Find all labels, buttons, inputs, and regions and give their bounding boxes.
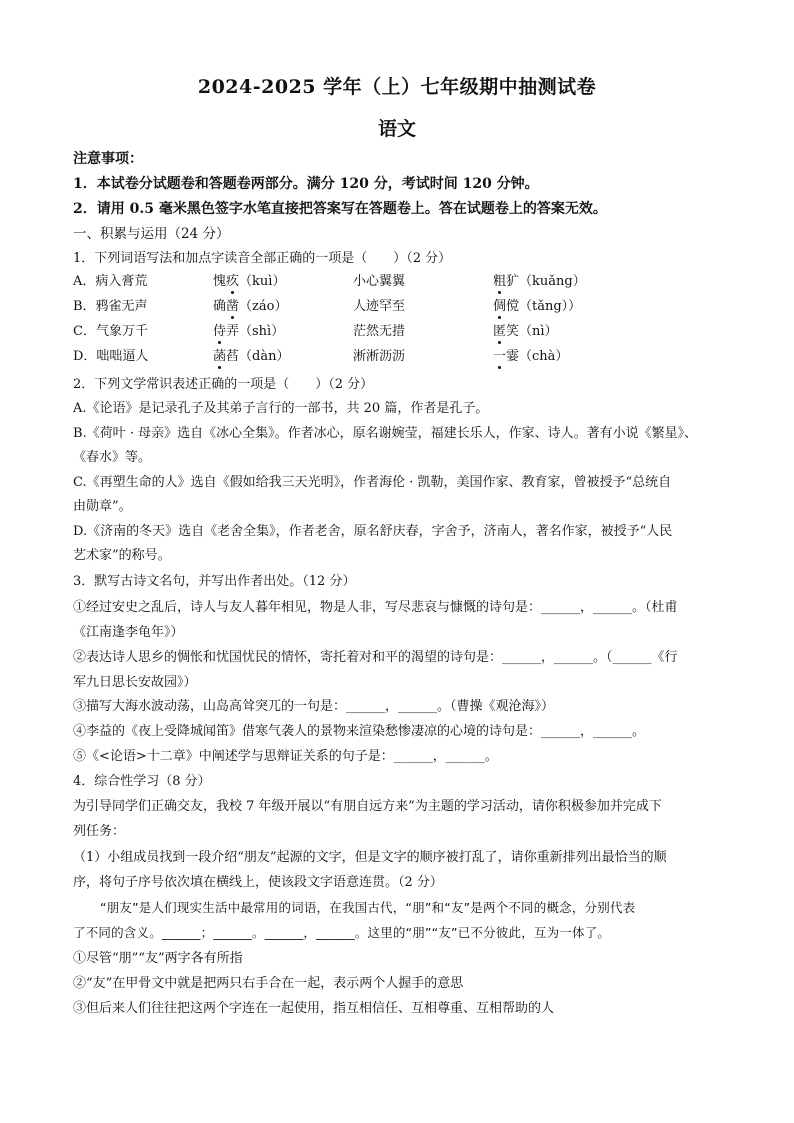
q2-option: 《春水》等。: [73, 450, 152, 465]
q1-word: 侍弄（shì）: [213, 324, 285, 339]
q1-word: 一霎（chà）: [493, 349, 569, 364]
q2-option: 艺术家”的称号。: [73, 548, 171, 563]
q3-item: ②表达诗人思乡的惆怅和忧国忧民的情怀，寄托着对和平的渴望的诗句是：______，______。（______《行: [73, 650, 678, 665]
exam-title: 2024-2025 学年（上）七年级期中抽测试卷: [197, 76, 597, 98]
q1-option-label: C．气象万千: [73, 324, 148, 339]
q4-sentence-item: ②“友”在甲骨文中就是把两只右手合在一起，表示两个人握手的意思: [73, 976, 464, 991]
q4-text: 为引导同学们正确交友，我校 7 年级开展以“有朋自远方来”为主题的学习活动，请你积极参加并完成下: [73, 799, 662, 814]
q1-word: 淅淅沥沥: [353, 349, 406, 364]
notice-item: 2．请用 0.5 毫米黑色签字水笔直接把答案写在答题卷上。答在试题卷上的答案无效。: [73, 201, 607, 217]
q4-text: （1）小组成员找到一段介绍“朋友”起源的文字，但是文字的顺序被打乱了，请你重新排列出最恰当的顺: [73, 850, 667, 865]
q2-option: C.《再塑生命的人》选自《假如给我三天光明》，作者海伦 · 凯勒，美国作家、教育家，曾被授予“总统自: [73, 475, 672, 490]
q2-option: 由勋章”。: [73, 499, 132, 514]
q3-item: ①经过安史之乱后，诗人与友人暮年相见，物是人非，写尽悲哀与慷慨的诗句是：______，______。（杜甫: [73, 600, 678, 615]
q3-item: 军九日思长安故园》）: [73, 675, 197, 690]
q1-word: 人迹罕至: [353, 299, 406, 314]
q1-word: 茫然无措: [353, 324, 406, 339]
q3-item: ③描写大海水波动荡，山岛高耸突兀的一句是：______，______。（曹操《观沧海》）: [73, 699, 555, 714]
q4-stem: 4．综合性学习（8 分）: [73, 774, 211, 789]
q2-option: B.《荷叶 · 母亲》选自《冰心全集》。作者冰心，原名谢婉莹，福建长乐人，作家、诗人。著有小说《繁星》、: [73, 426, 698, 441]
q1-word: 倜傥（tǎng））: [493, 299, 582, 314]
q1-word: 匿笑（nì）: [493, 324, 558, 339]
notice-item: 1．本试卷分试题卷和答题卷两部分。满分 120 分，考试时间 120 分钟。: [73, 176, 539, 192]
q2-option: A.《论语》是记录孔子及其弟子言行的一部书，共 20 篇，作者是孔子。: [73, 401, 489, 416]
section-heading: 一、积累与运用（24 分）: [73, 226, 230, 242]
q3-item: ④李益的《夜上受降城闻笛》借寒气袭人的景物来渲染愁惨凄凉的心境的诗句是：______，______。: [73, 724, 646, 739]
q1-stem: 1．下列词语写法和加点字读音全部正确的一项是（ ）（2 分）: [73, 251, 452, 266]
q2-stem: 2．下列文学常识表述正确的一项是（ ）（2 分）: [73, 377, 374, 392]
q1-option-label: B．鸦雀无声: [73, 299, 148, 314]
subject-title: 语文: [377, 118, 416, 140]
q4-passage-line: 了不同的含义。______；______。______，______。这里的“朋”“友”已不分彼此，互为一体了。: [73, 925, 611, 940]
q3-item: ⑤《<论语>十二章》中阐述学与思辩证关系的句子是：______，______。: [73, 749, 498, 764]
q1-word: 确凿（záo）: [213, 299, 288, 314]
q1-word: 小心翼翼: [353, 274, 406, 289]
q4-text: 列任务：: [73, 824, 126, 839]
q4-sentence-item: ①尽管“朋”“友”两字各有所指: [73, 951, 243, 966]
notice-heading: 注意事项：: [73, 151, 143, 167]
q1-word: 菡萏（dàn）: [213, 349, 290, 364]
q3-item: 《江南逢李龟年》）: [73, 625, 184, 640]
q2-option: D.《济南的冬天》选自《老舍全集》，作者老舍，原名舒庆春，字舍予，济南人，著名作家，被授予“人民: [73, 524, 673, 539]
q4-text: 序，将句子序号依次填在横线上，使该段文字语意连贯。（2 分）: [73, 875, 443, 890]
q3-stem: 3．默写古诗文名句，并写出作者出处。（12 分）: [73, 574, 356, 589]
q1-option-label: A．病入膏荒: [73, 274, 148, 289]
q1-word: 粗犷（kuǎng）: [493, 274, 586, 289]
q4-passage-line: “朋友”是人们现实生活中最常用的词语，在我国古代，“朋”和“友”是两个不同的概念，分别代表: [100, 900, 636, 915]
q1-option-label: D．咄咄逼人: [73, 349, 149, 364]
q1-word: 愧疚（kuì）: [213, 274, 286, 289]
q4-sentence-item: ③但后来人们往往把这两个字连在一起使用，指互相信任、互相尊重、互相帮助的人: [73, 1001, 555, 1016]
